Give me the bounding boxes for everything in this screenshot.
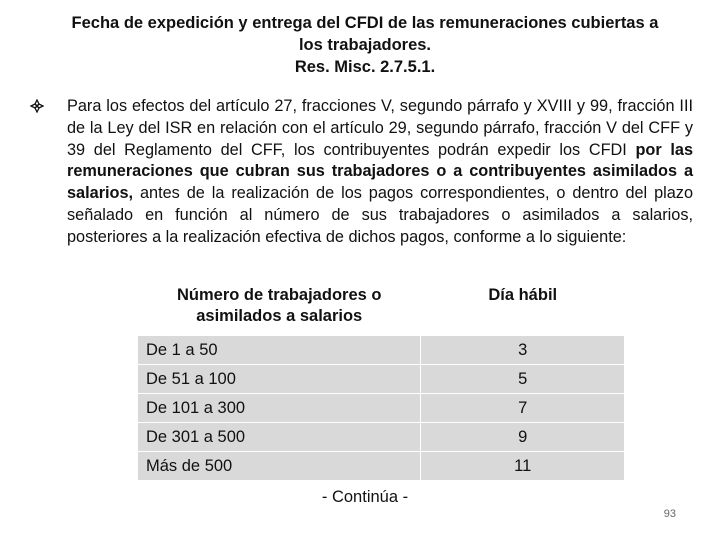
table-row — [138, 451, 624, 480]
row-day: 3 — [420, 335, 624, 364]
table-row — [138, 335, 624, 364]
row-day: 9 — [420, 422, 624, 451]
row-day: 5 — [420, 364, 624, 393]
row-range: Más de 500 — [138, 451, 420, 480]
row-range: De 301 a 500 — [138, 422, 420, 451]
row-range: De 1 a 50 — [138, 335, 420, 364]
title-line-1: Fecha de expedición y entrega del CFDI de las remuneraciones cubiertas a — [71, 14, 659, 32]
diamond-bullet-icon — [30, 99, 44, 113]
table-header-row — [138, 281, 624, 335]
table-row — [138, 364, 624, 393]
header-business-day: Día hábil — [420, 281, 624, 335]
paragraph-bold: por las remuneraciones que cubran sus trabajadores o a contribuyentes asimilados a salarios, — [67, 140, 693, 203]
deadline-table — [138, 281, 624, 480]
table-row — [138, 393, 624, 422]
header-workers-line-1: Número de trabajadores o — [176, 286, 382, 304]
row-day: 11 — [420, 451, 624, 480]
table-row — [138, 422, 624, 451]
row-day: 7 — [420, 393, 624, 422]
title-line-3: Res. Misc. 2.7.5.1. — [294, 58, 436, 76]
header-workers — [138, 281, 420, 335]
paragraph-part-2: antes de la realización de los pagos correspondientes, o dentro del plazo señalado en función al número de sus trabajadores o asimilados a salarios, posteriores a la realización efectiva de dichos pagos, conforme a lo siguiente: — [67, 184, 693, 246]
page-title — [40, 12, 690, 78]
page-number: 93 — [663, 508, 676, 520]
continues-label: - Continúa - — [321, 488, 409, 506]
row-range: De 51 a 100 — [138, 364, 420, 393]
body-paragraph — [67, 96, 693, 249]
title-line-2: los trabajadores. — [298, 36, 432, 54]
paragraph-part-1: Para los efectos del artículo 27, fracciones V, segundo párrafo y XVIII y 99, fracción III de la Ley del ISR en relación con el artículo 29, segundo párrafo, fracción V del CFF y 39 del Reglamento del CFF, los contribuyentes podrán expedir los CFDI — [67, 97, 693, 159]
header-workers-line-2: asimilados a salarios — [196, 307, 363, 325]
row-range: De 101 a 300 — [138, 393, 420, 422]
